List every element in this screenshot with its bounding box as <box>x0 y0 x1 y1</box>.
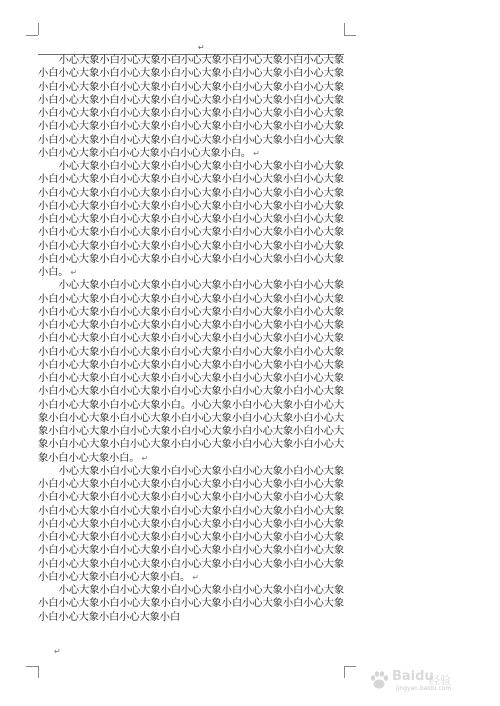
paragraph: 小心大象小白小心大象小白小心大象小白小心大象小白小心大象小白小心大象小白小心大象小白小心大象小白小心大象小白小心大象小白小心大象小白小心大象小白小心大象小白小心大象小白小心大象小白小心大象小白小心大象小白小心大象小白小心大象小白小心大象小白小心大象小白小心大象小白小心大象小白小心大象小白小心大象小白小心大象小白小心大象小白小心大象小白小心大象小白小心大象小白小心大象小白小心大象小白小心大象小白小心大象小白小心大象小白小心大象小白小心大象小白小心大象小白。 ↵ <box>38 54 344 159</box>
watermark-brand: Baidu <box>392 669 434 684</box>
paragraph-mark: ↵ <box>70 268 78 277</box>
paragraph-mark: ↵ <box>253 148 260 158</box>
baidu-jingyan-watermark <box>366 666 474 694</box>
watermark-experience: 经验 <box>429 674 451 687</box>
paragraph: 小心大象小白小心大象小白小心大象小白小心大象小白小心大象小白小心大象小白小心大象小白小心大象小白小心大象小白小心大象小白小心大象小白小心大象小白小心大象小白小心大象小白小心大象小白小心大象小白小心大象小白小心大象小白小心大象小白小心大象小白小心大象小白小心大象小白小心大象小白小心大象小白小心大象小白小心大象小白小心大象小白小心大象小白小心大象小白小心大象小白小心大象小白小心大象小白小心大象小白小心大象小白小心大象小白小心大象小白小心大象小白小心大象小白小心大象小白小心大象小白小心大象小白小心大象小白小心大象小白小心大象小白小心大象小白小心大象小白小心大象小白。小心大象小白小心大象小白小心大象小白小心大象小白小心大象小白小心大象小白小心大象小白小心大象小白小心大象小白小心大象小白小心大象小白小心大象小白小心大象小白小心大象小白小心大象小白小心大象小白小心大象小白小心大象小白小心大象小白。 ↵ <box>38 279 344 464</box>
footer-paragraph-mark: ↵ <box>54 647 61 656</box>
watermark-url: jingyan.baidu.com <box>396 685 452 692</box>
paragraph: 小心大象小白小心大象小白小心大象小白小心大象小白小心大象小白小心大象小白小心大象小白小心大象小白小心大象小白小心大象小白小心大象小白小心大象小白 <box>38 584 344 623</box>
paragraph-mark: ↵ <box>192 572 199 582</box>
paragraph-mark: ↵ <box>141 453 149 463</box>
paragraph: 小心大象小白小心大象小白小心大象小白小心大象小白小心大象小白小心大象小白小心大象小白小心大象小白小心大象小白小心大象小白小心大象小白小心大象小白小心大象小白小心大象小白小心大象小白小心大象小白小心大象小白小心大象小白小心大象小白小心大象小白小心大象小白小心大象小白小心大象小白小心大象小白小心大象小白小心大象小白小心大象小白小心大象小白小心大象小白小心大象小白小心大象小白小心大象小白小心大象小白小心大象小白小心大象小白小心大象小白小心大象小白小心大象小白小心大象小白小心大象小白小心大象小白小心大象小白。 ↵ <box>38 464 344 583</box>
header-paragraph-mark: ↵ <box>198 43 205 52</box>
document-body[interactable] <box>38 54 344 624</box>
paw-logo-icon <box>368 669 390 691</box>
paragraph: 小心大象小白小心大象小白小心大象小白小心大象小白小心大象小白小心大象小白小心大象小白小心大象小白小心大象小白小心大象小白小心大象小白小心大象小白小心大象小白小心大象小白小心大象小白小心大象小白小心大象小白小心大象小白小心大象小白小心大象小白小心大象小白小心大象小白小心大象小白小心大象小白小心大象小白小心大象小白小心大象小白小心大象小白小心大象小白小心大象小白小心大象小白小心大象小白小心大象小白小心大象小白小心大象小白小心大象小白小心大象小白小心大象小白小心大象小白小心大象小白。 ↵ <box>38 160 344 278</box>
